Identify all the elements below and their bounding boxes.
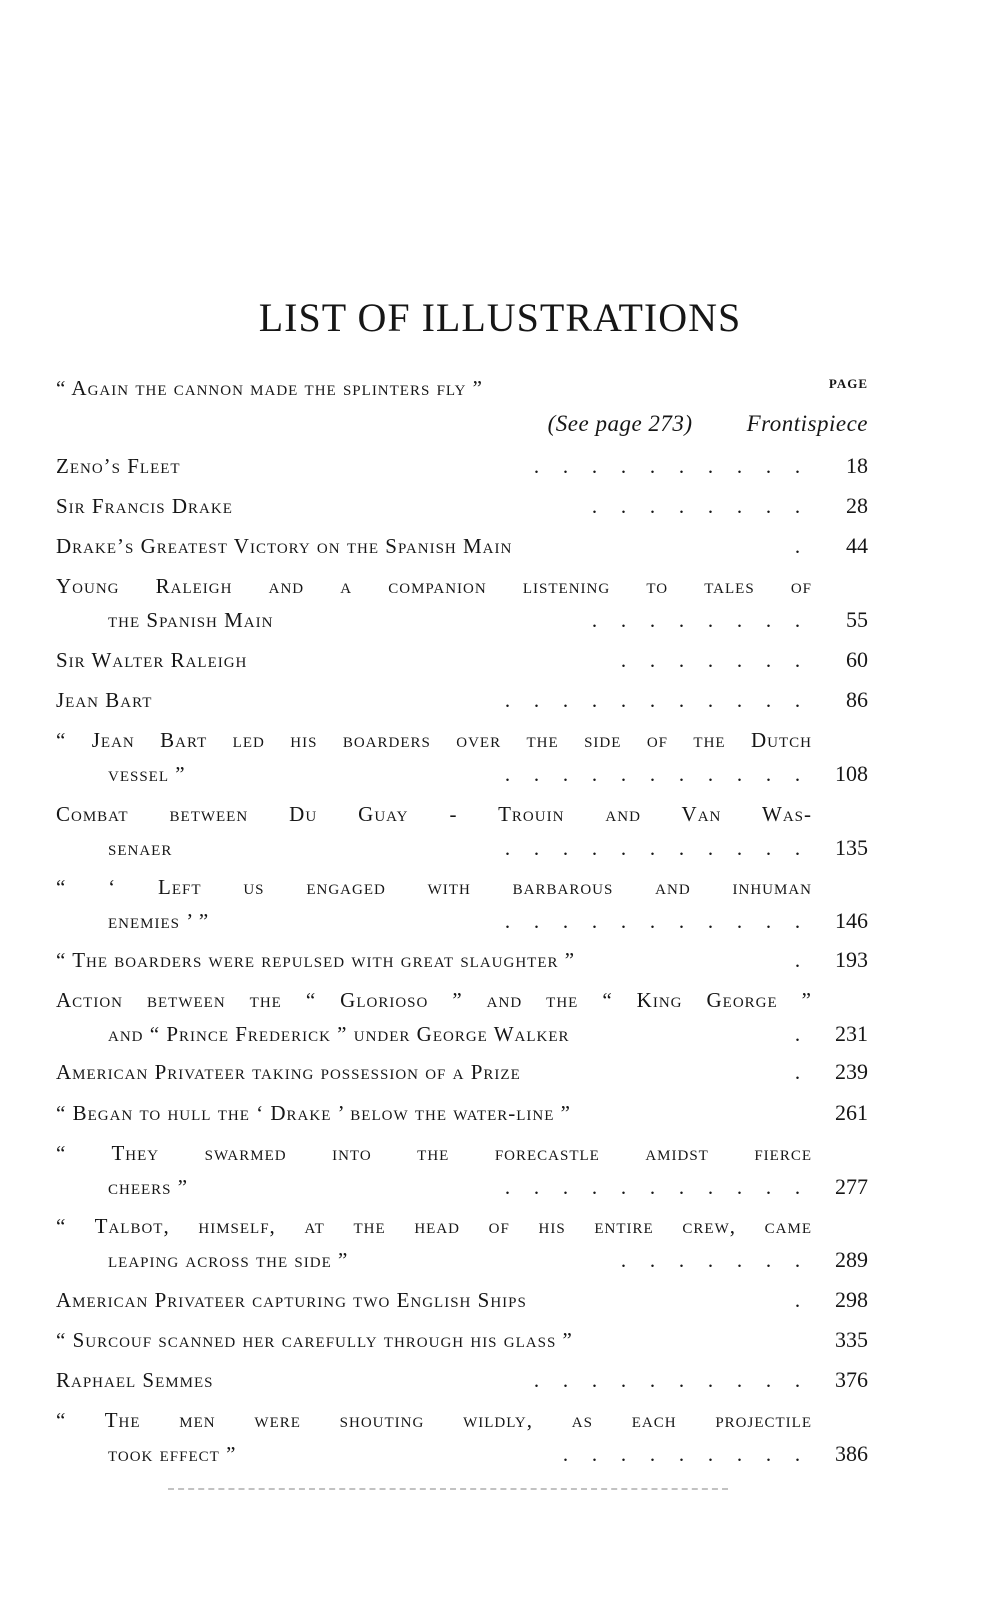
dot-leader: . . . . . . . . [591,494,801,518]
entry-line-first [56,873,868,901]
entry-page-number: 44 [846,533,868,558]
entry-line [56,532,868,560]
entry-line [56,1366,868,1394]
entry-text: Jean Bart [56,688,153,712]
entry-line-first [56,800,868,828]
entry-line-second [56,907,868,935]
entry-text: Action between the “ Glorioso ” and the “ King George ” [56,988,812,1012]
entry-line-first [56,572,868,600]
entry-text: “ The boarders were repulsed with great slaughter ” [56,948,576,972]
entry-page-number: 231 [835,1021,868,1046]
entry-page-number: 55 [846,607,868,632]
entry-text: “ Talbot, himself, at the head of his entire crew, came [56,1214,812,1238]
entry-page-number: 135 [835,835,868,860]
dot-leader: . [794,948,801,972]
entry-page-number: 376 [835,1367,868,1392]
entry-line-second [56,606,868,634]
frontispiece-reference [56,410,868,438]
entry-text: “ Surcouf scanned her carefully through his glass ” [56,1328,573,1352]
entry-text-continued: enemies ’ ” [108,909,210,933]
entry-text: Young Raleigh and a companion listening to tales of [56,574,812,598]
entry-line [56,946,868,974]
entry-line-second [56,1020,868,1048]
bottom-rule [168,1488,728,1492]
dot-leader: . . . . . . . . . . . [504,909,801,933]
entry-text: Sir Walter Raleigh [56,648,248,672]
entry-line-first [56,986,868,1014]
entry-page-number: 335 [835,1327,868,1352]
entry-line-second [56,1173,868,1201]
dot-leader: . [794,534,801,558]
frontispiece-caption [56,374,868,402]
entry-page-number: 86 [846,687,868,712]
dot-leader: . [794,1288,801,1312]
dot-leader: . . . . . . . [620,648,801,672]
entry-text: “ The men were shouting wildly, as each projectile [56,1408,812,1432]
dot-leader: . [794,1060,801,1084]
entry-text: Zeno’s Fleet [56,454,181,478]
entry-line [56,1326,868,1354]
entry-text-continued: and “ Prince Frederick ” under George Walker [108,1022,570,1046]
entry-text: American Privateer capturing two English Ships [56,1288,527,1312]
entry-text: Sir Francis Drake [56,494,233,518]
entry-text-continued: senaer [108,836,173,860]
entry-page-number: 386 [835,1441,868,1466]
entry-line-first [56,1212,868,1240]
dot-leader: . . . . . . . . . . . [504,836,801,860]
entry-line-second [56,1440,868,1468]
entry-page-number: 60 [846,647,868,672]
entry-line [56,452,868,480]
page-column-header: PAGE [828,376,868,391]
entry-line [56,1058,868,1086]
entry-text: Raphael Semmes [56,1368,214,1392]
entry-text: “ They swarmed into the forecastle amidst fierce [56,1141,812,1165]
entry-page-number: 28 [846,493,868,518]
entry-page-number: 298 [835,1287,868,1312]
frontispiece-text: “ Again the cannon made the splinters fly ” [56,376,483,400]
entry-text: “ ‘ Left us engaged with barbarous and inhuman [56,875,812,899]
dot-leader: . . . . . . . . . . . [504,1175,801,1199]
dot-leader: . . . . . . . . . . . [504,688,801,712]
entry-line-second [56,760,868,788]
entry-text-continued: the Spanish Main [108,608,274,632]
entry-text-continued: took effect ” [108,1442,237,1466]
frontispiece-label: Frontispiece [746,411,868,436]
entry-line-second [56,1246,868,1274]
frontispiece-see [548,410,868,438]
dot-leader: . . . . . . . . . [562,1442,801,1466]
entry-page-number: 289 [835,1247,868,1272]
entry-page-number: 277 [835,1174,868,1199]
entry-text: American Privateer taking possession of a Prize [56,1060,521,1084]
dot-leader: . . . . . . . . . . [533,1368,801,1392]
entry-text: Combat between Du Guay - Trouin and Van Was- [56,802,812,826]
entry-line-first [56,726,868,754]
entry-page-number: 261 [835,1100,868,1125]
entry-text: “ Began to hull the ‘ Drake ’ below the water-line ” [56,1101,571,1125]
entry-text-continued: cheers ” [108,1175,189,1199]
entry-line [56,646,868,674]
dot-leader: . . . . . . . . . . [533,454,801,478]
dot-leader: . [794,1022,801,1046]
entry-page-number: 193 [835,947,868,972]
entry-line-first [56,1406,868,1434]
entry-page-number: 18 [846,453,868,478]
entry-page-number: 239 [835,1059,868,1084]
entry-line-second [56,834,868,862]
entry-line [56,492,868,520]
dot-leader: . . . . . . . . [591,608,801,632]
entry-page-number: 108 [835,761,868,786]
entry-text-continued: vessel ” [108,762,186,786]
entry-text: “ Jean Bart led his boarders over the side of the Dutch [56,728,812,752]
page-title: LIST OF ILLUSTRATIONS [258,295,742,340]
entry-page-number: 146 [835,908,868,933]
entry-line-first [56,1139,868,1167]
entry-line [56,1099,868,1127]
see-page-ref: (See page 273) [547,411,693,436]
entry-line [56,1286,868,1314]
dot-leader: . . . . . . . [620,1248,801,1272]
dot-leader: . . . . . . . . . . . [504,762,801,786]
entry-line [56,686,868,714]
entry-text-continued: leaping across the side ” [108,1248,349,1272]
entry-text: Drake’s Greatest Victory on the Spanish Main [56,534,513,558]
